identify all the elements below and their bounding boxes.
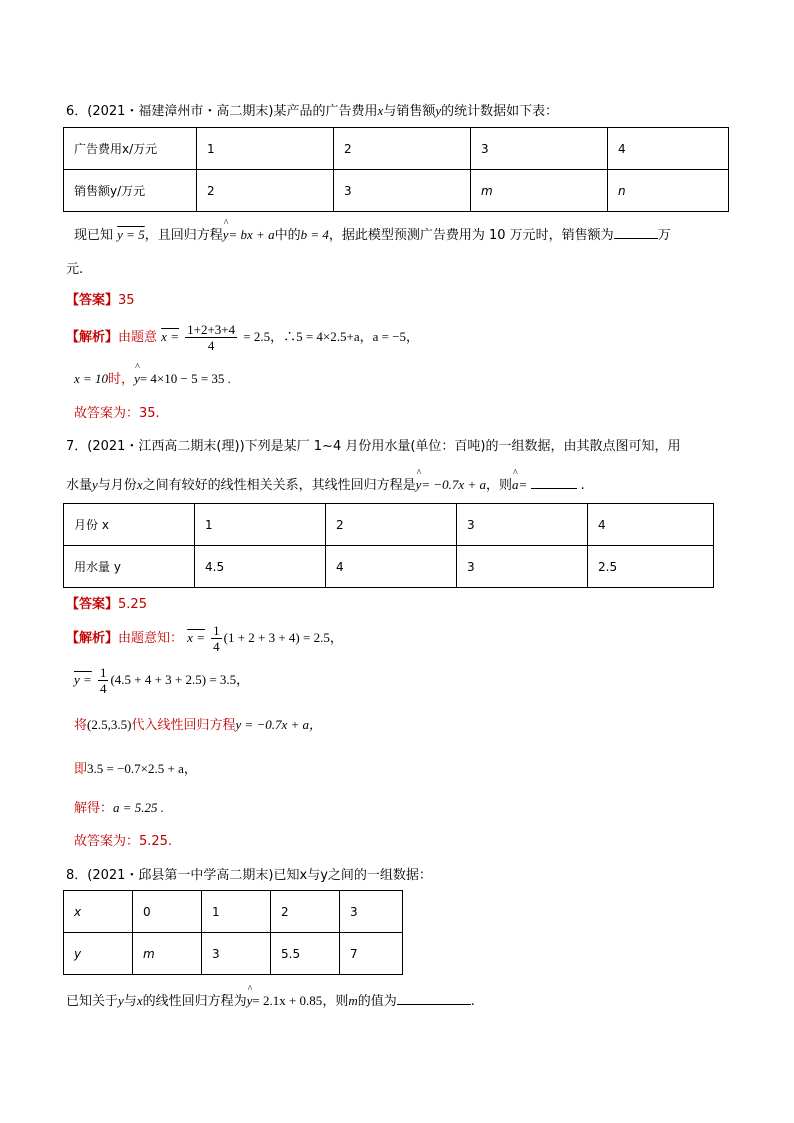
q6-answer: 【答案】35	[66, 293, 135, 308]
q8-stem: 8．(2021・邱县第一中学高二期末)已知x与y之间的一组数据：	[66, 868, 432, 883]
q7-conclusion: 故答案为：5.25.	[74, 834, 173, 849]
q6-data-table	[63, 127, 729, 212]
q8-data-table	[63, 890, 403, 975]
q6-number: 6．	[66, 104, 88, 119]
q8-question-line: 已知关于y与x的线性回归方程为^ y= 2.1x + 0.85，则m的值为 .	[66, 992, 475, 1008]
q7-solve: 解得：a = 5.25 .	[74, 800, 165, 816]
q6-analysis-step2: x = 10时，^ y= 4×10 − 5 = 35 .	[74, 372, 231, 386]
q6-conclusion: 故答案为：35.	[74, 406, 160, 421]
table-row: 月份 x 1 2 3 4	[64, 504, 714, 546]
q7-stem: 7．(2021・江西高二期末(理))下列是某厂 1~4 月份用水量(单位：百吨)的一组数据，由其散点图可知，用	[66, 439, 681, 454]
q7-ybar: y = $\frac{1}{4}$ (4.5 + 4 + 3 + 2.5) = 3.5，	[74, 665, 250, 696]
q6-stem: 6．(2021・福建漳州市・高二期末)某产品的广告费用x与销售额y的统计数据如下表：	[66, 103, 559, 119]
q7-then: 即3.5 = −0.7×2.5 + a，	[74, 761, 197, 777]
table-row: y m 3 5.5 7	[64, 933, 403, 975]
q6-source: (2021・福建漳州市・高二期末)	[87, 104, 274, 119]
q8-answer-blank	[397, 992, 471, 1005]
q7-answer: 【答案】5.25	[66, 597, 147, 612]
table-row: x 0 1 2 3	[64, 891, 403, 933]
q7-answer-blank	[531, 476, 577, 489]
q6-analysis: 【解析】由题意 x = $\frac{1+2+3+4}{4}$ = 2.5，∴5 = 4×2.5+a，a = −5，	[66, 322, 420, 353]
table-row: 销售额y/万元 2 3 m n	[64, 170, 729, 212]
q7-stem-line2: 水量y与月份x之间有较好的线性相关关系，其线性回归方程是^ y= −0.7x + a，则^ a= .	[66, 476, 585, 492]
q7-data-table	[63, 503, 714, 588]
q7-substitute: 将(2.5,3.5)代入线性回归方程y = −0.7x + a，	[74, 717, 323, 733]
q6-answer-blank	[614, 226, 658, 239]
table-row: 用水量 y 4.5 4 3 2.5	[64, 546, 714, 588]
q6-condition-line: 现已知 y = 5，且回归方程^ y= bx + a中的b = 4，据此模型预测广告费用为 10 万元时，销售额为 万	[74, 226, 671, 242]
table-row: 广告费用x/万元 1 2 3 4	[64, 128, 729, 170]
q7-analysis: 【解析】由题意知： x = $\frac{1}{4}$ (1 + 2 + 3 + 4) = 2.5，	[66, 623, 343, 654]
